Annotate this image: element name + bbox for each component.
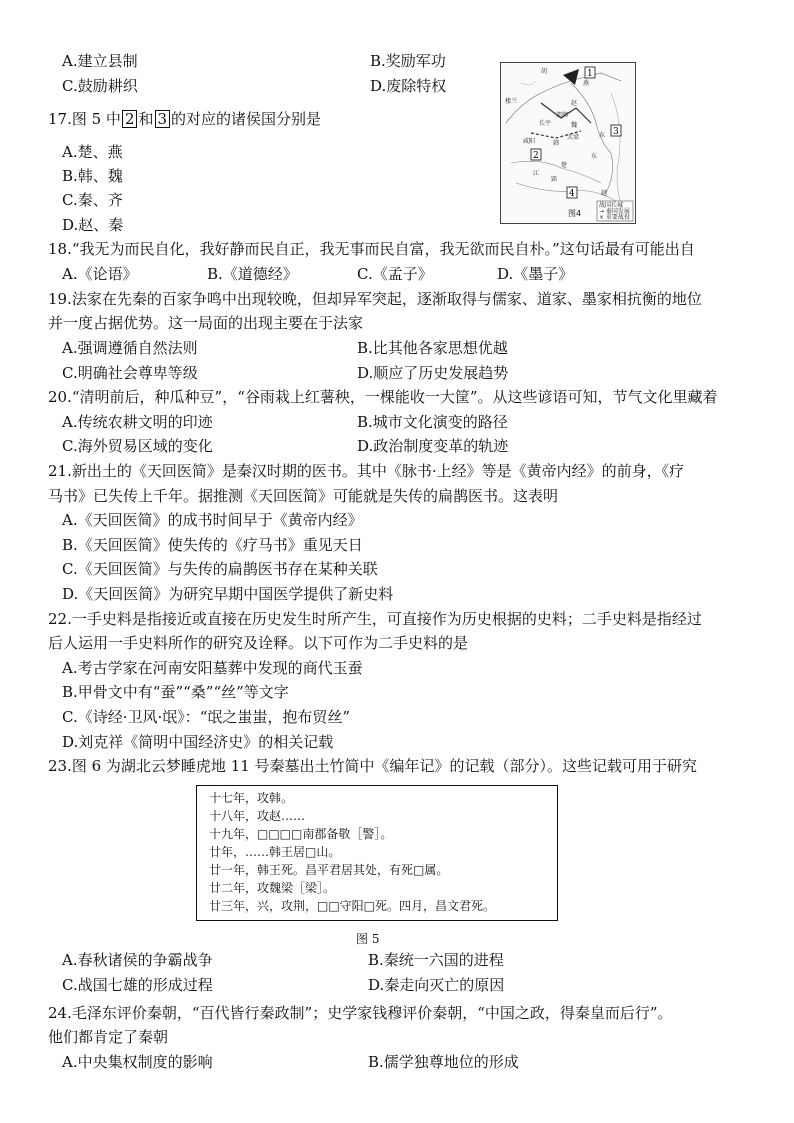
slip-line: 十九年，□□□□南郡备敬［警］。 [209, 827, 393, 841]
q19-option-b: B.比其他各家思想优越 [357, 339, 508, 357]
q19-option-a: A.强调遵循自然法则 [62, 339, 198, 357]
q16-option-c: C.鼓励耕织 [62, 77, 138, 95]
map-figure [500, 62, 636, 224]
map-label: 魏 [571, 122, 578, 129]
map-legend-item: × 重要战役 [599, 214, 630, 221]
map-marker-1: 1 [587, 69, 593, 79]
q22-option-d: D.刘克祥《简明中国经济史》的相关记载 [62, 733, 334, 751]
slip-line: 廿二年，攻魏梁［梁］。 [209, 881, 336, 895]
q17-option-c: C.秦、齐 [62, 191, 123, 209]
q18-option-c: C.《孟子》 [357, 265, 433, 283]
q18-option-d: D.《墨子》 [497, 265, 574, 283]
q21-option-c: C.《天回医简》与失传的扁鹊医书存在某种关联 [62, 560, 378, 578]
q23-option-a: A.春秋诸侯的争霸战争 [62, 951, 213, 969]
q23-option-c: C.战国七雄的形成过程 [62, 976, 213, 994]
q21-stem-line1: 21.新出土的《天回医简》是秦汉时期的医书。其中《脉书·上经》等是《黄帝内经》的前身，《疗 [48, 462, 685, 480]
q24-option-b: B.儒学独尊地位的形成 [368, 1053, 519, 1071]
q20-option-c: C.海外贸易区域的变化 [62, 437, 213, 455]
map-label: 东 [599, 132, 606, 139]
map-label: 越 [601, 190, 608, 197]
q19-option-d: D.顺应了历史发展趋势 [357, 364, 509, 382]
boxed-number-3: 3 [155, 110, 171, 128]
q19-stem-line2: 并一度占据优势。这一局面的出现主要在于法家 [48, 314, 364, 332]
slip-line: 廿年，……韩王居□山。 [209, 845, 341, 859]
map-label: 咸阳 [523, 138, 536, 145]
q23-option-d: D.秦走向灭亡的原因 [368, 976, 505, 994]
q21-option-d: D.《天回医简》为研究早期中国医学提供了新史料 [62, 585, 394, 603]
q24-option-a: A.中央集权制度的影响 [62, 1053, 213, 1071]
slip-line: 廿三年，兴，攻荆，□□守阳□死。四月，昌文君死。 [209, 899, 496, 913]
q16-option-d: D.废除特权 [370, 77, 447, 95]
map-label: 燕 [583, 80, 590, 87]
q17-stem: 17.图 5 中 2 和 3 的对应的诸侯国分别是 [48, 110, 322, 128]
q20-option-a: A.传统农耕文明的印迹 [62, 413, 213, 431]
q23-stem: 23.图 6 为湖北云梦睡虎地 11 号秦墓出土竹简中《编年记》的记载（部分）。这些记载可用于研究 [48, 757, 698, 775]
q21-stem-line2: 马书》已失传上千年。据推测《天回医简》可能就是失传的扁鹊医书。这表明 [48, 487, 559, 505]
boxed-number-2: 2 [122, 110, 138, 128]
q19-stem-line1: 19.法家在先秦的百家争鸣中出现较晚，但却异军突起，逐渐取得与儒家、道家、墨家相抗衡的地位 [48, 290, 702, 308]
q22-stem-line1: 22.一手史料是指接近或直接在历史发生时所产生，可直接作为历史根据的史料；二手史料是指经过 [48, 610, 702, 628]
q22-option-b: B.甲骨文中有“蚕”“桑”“丝”等文字 [62, 683, 289, 701]
q17-option-a: A.楚、燕 [62, 143, 123, 161]
q24-stem-line2: 他们都肯定了秦朝 [48, 1028, 169, 1046]
map-caption: 图4 [568, 209, 582, 218]
map-marker-3: 3 [613, 127, 619, 137]
slip-line: 十七年，攻韩。 [209, 791, 294, 805]
map-legend-item: → 秦国发展 [599, 208, 630, 215]
map-label: 江 [533, 170, 540, 177]
map-marker-4: 4 [569, 189, 575, 199]
map-legend-item: 战国长城 [599, 202, 624, 209]
slips-caption: 图 5 [356, 932, 380, 946]
map-label: 东 [591, 153, 598, 160]
map-label: 邯郸 [556, 112, 569, 119]
slip-line: 十八年，攻赵…… [209, 809, 306, 823]
q21-option-a: A.《天回医简》的成书时间早于《黄帝内经》 [62, 511, 363, 529]
map-marker-2: 2 [533, 151, 539, 161]
map-label: 楚 [561, 162, 568, 169]
q19-option-c: C.明确社会尊卑等级 [62, 364, 198, 382]
map-label: 大梁 [567, 134, 580, 141]
q17-option-b: B.韩、魏 [62, 167, 123, 185]
q22-option-a: A.考古学家在河南安阳墓葬中发现的商代玉蚕 [62, 659, 363, 677]
q16-option-b: B.奖励军功 [370, 52, 446, 70]
q18-option-a: A.《论语》 [62, 265, 138, 283]
q20-stem: 20.“清明前后，种瓜种豆”，“谷雨栽上红薯秧，一棵能收一大筐”。从这些谚语可知，节气文化里藏着 [48, 388, 718, 406]
q17-option-d: D.赵、秦 [62, 216, 124, 234]
bamboo-slip-figure [196, 785, 558, 921]
q18-stem: 18.“我无为而民自化，我好静而民自正，我无事而民自富，我无欲而民自朴。”这句话最有可能出自 [48, 240, 695, 258]
q16-option-a: A.建立县制 [62, 52, 138, 70]
q23-option-b: B.秦统一六国的进程 [368, 951, 504, 969]
q22-option-c: C.《诗经·卫风·氓》：“氓之蚩蚩，抱布贸丝” [62, 708, 351, 726]
map-label: 长平 [539, 120, 552, 127]
map-label: 郢 [551, 176, 558, 183]
q18-option-b: B.《道德经》 [207, 265, 298, 283]
q24-stem-line1: 24.毛泽东评价秦朝，“百代皆行秦政制”；史学家钱穆评价秦朝，“中国之政，得秦皇而后行”。 [48, 1004, 673, 1022]
map-label: 胡 [541, 68, 548, 75]
q20-option-d: D.政治制度变革的轨迹 [357, 437, 509, 455]
q22-stem-line2: 后人运用一手史料所作的研究及诠释。以下可作为二手史料的是 [48, 634, 469, 652]
slip-line: 廿一年，韩王死。昌平君居其处，有死□属。 [209, 863, 449, 877]
map-label: 楼兰 [505, 98, 518, 105]
q21-option-b: B.《天回医简》使失传的《疗马书》重见天日 [62, 536, 363, 554]
map-label: 韩 [553, 140, 560, 147]
map-label: 赵 [571, 100, 578, 107]
q20-option-b: B.城市文化演变的路径 [357, 413, 508, 431]
